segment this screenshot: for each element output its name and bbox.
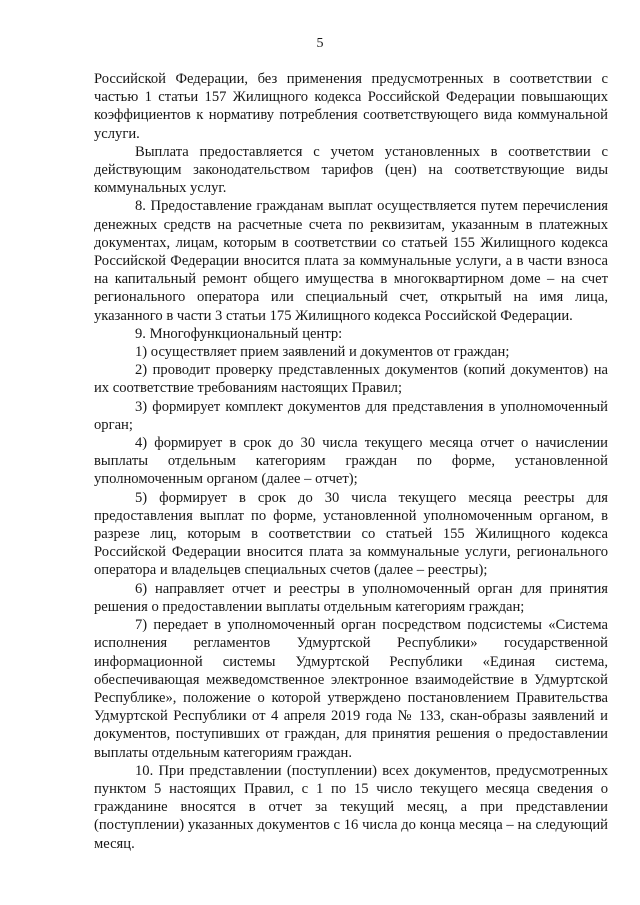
list-item-9-5: 5) формирует в срок до 30 числа текущего месяца реестры для предоставления выплат по форме, установленной уполномоченным органом, в разрезе лиц, которым в соответствии со статьей 155 Жилищного кодекса Российской Федерации вносится плата за коммунальные услуги, регионального оператора и владельцев специальных счетов (далее – реестры); [94,489,608,579]
list-item-9-3: 3) формирует комплект документов для представления в уполномоченный орган; [94,398,608,433]
document-body [94,70,608,853]
list-item-9-4: 4) формирует в срок до 30 числа текущего месяца отчет о начислении выплаты отдельным категориям граждан по форме, установленной уполномоченным органом (далее – отчет); [94,435,608,488]
paragraph-payment-tariffs: Выплата предоставляется с учетом установленных в соответствии с действующим законодательством тарифов (цен) на соответствующие виды коммунальных услуг. [94,143,608,197]
list-item-9-7: 7) передает в уполномоченный орган посредством подсистемы «Система исполнения регламентов Удмуртской Республики» государственной информационной системы Удмуртской Республики «Единая система, обеспечивающая межведомственное электронное взаимодействие в Удмуртской Республике», положение о которой утверждено постановлением Правительства Удмуртской Республики от 4 апреля 2019 года № 133, скан-образы заявлений и документов, поступивших от граждан, для принятия решения о предоставлении выплаты отдельным категориям граждан. [94,617,608,761]
list-item-9-2: 2) проводит проверку представленных документов (копий документов) на их соответствие требованиям настоящих Правил; [94,362,608,397]
paragraph-continuation: Российской Федерации, без применения предусмотренных в соответствии с частью 1 статьи 157 Жилищного кодекса Российской Федерации повышающих коэффициентов к нормативу потребления соответствующего вида коммунальной услуги. [94,71,608,142]
paragraph-item-8: 8. Предоставление гражданам выплат осуществляется путем перечисления денежных средств на расчетные счета по реквизитам, указанным в платежных документах, лицам, которым в соответствии со статьей 155 Жилищного кодекса Российской Федерации вносится плата за коммунальные услуги, а в части взноса на капитальный ремонт общего имущества в многоквартирном доме – на счет регионального оператора или специальный счет, открытый на имя лица, указанного в части 3 статьи 175 Жилищного кодекса Российской Федерации. [94,198,608,324]
list-item-9-1: 1) осуществляет прием заявлений и документов от граждан; [135,344,510,361]
paragraph-item-9-heading: 9. Многофункциональный центр: [135,325,343,342]
page-number: 5 [316,36,324,51]
paragraph-item-10: 10. При представлении (поступлении) всех документов, предусмотренных пунктом 5 настоящих Правил, с 1 по 15 число текущего месяца сведения о гражданине вносятся в отчет за текущий месяц, а при представлении (поступлении) указанных документов с 16 числа до конца месяца – на следующий месяц. [94,762,608,852]
list-item-9-6: 6) направляет отчет и реестры в уполномоченный орган для принятия решения о предоставлении выплаты отдельным категориям граждан; [94,580,608,615]
